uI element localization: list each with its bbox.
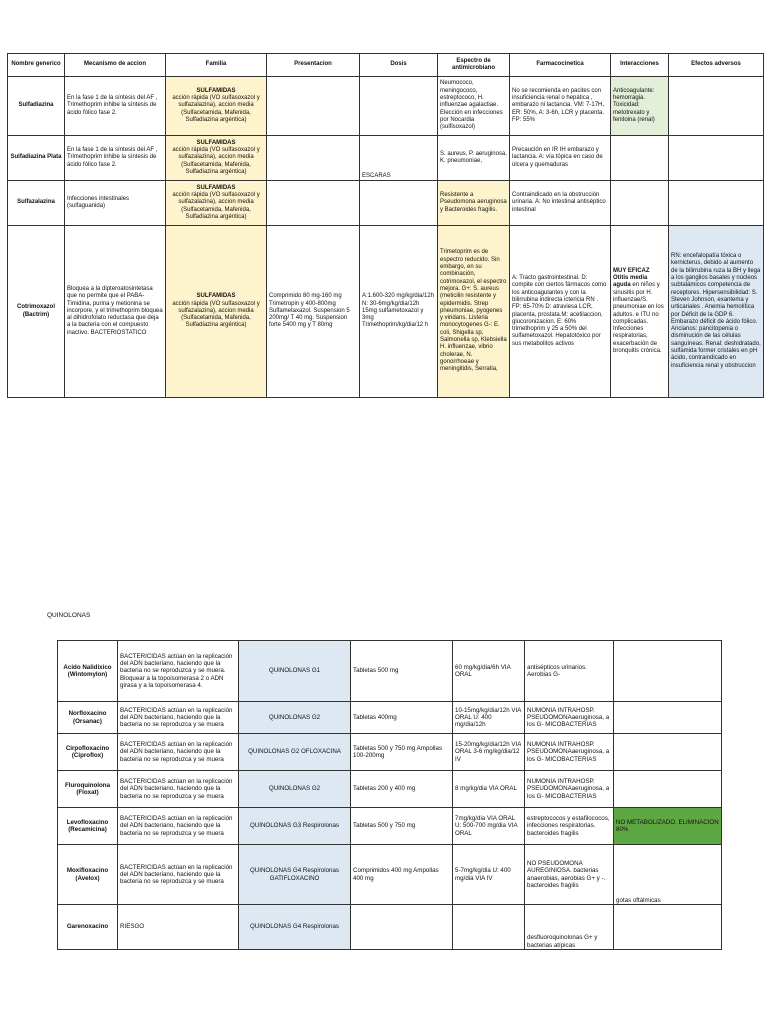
drug-name: Sulfadiazina Plata [8,136,65,181]
mechanism-cell: BACTERICIDAS actúan en la replicación del ADN bacteriano, haciendo que la bacteria no se reproduzca y se muera [118,845,239,905]
spectrum-cell: NUMONIA INTRAHOSP. PSEUDOMONAaeruginosa, a los G- MICOBACTERIAS [525,702,614,734]
presentation-cell: Tabletas 500 y 750 mg [351,808,453,845]
table-row [58,771,722,808]
mechanism-cell: BACTERICIDAS actúan en la replicación del ADN bacteriano, haciendo que la bacteria no se reproduzca y se muera [118,771,239,808]
table-row [58,845,722,905]
family-title: SULFAMIDAS [196,139,236,146]
pharmacokinetics-cell [614,641,722,702]
pharmacokinetics-cell [614,734,722,771]
quinolonas-table [57,640,722,950]
pharmacokinetics-cell [614,905,722,950]
family-cell: QUINOLONAS G2 OFLOXACINA [239,734,351,771]
family-cell [166,226,267,398]
table-row [58,905,722,950]
table-row [58,808,722,845]
adverse-effects-cell [669,77,764,136]
spectrum-cell: Resistente a Pseudomona aeruginosa y Bacteroides fragilis. [438,181,510,226]
family-detail: acción rápida (VO sulfasoxazol y sulfazalazina), accion media (Sulfacetamida, Mafenida, Sulfadiazina argéntica) [172,300,260,329]
header-cell: Farmacocinetica [510,54,611,77]
dose-cell: ESCARAS [360,136,438,181]
presentation-cell: Comprimido 80 mg-160 mg Trimetropin y 400-800mg Sulfametaxazol. Suspension 5 200mg/ T 40 mg. Suspension forte 5400 mg y T 80mg [267,226,360,398]
pharmacokinetics-cell [614,771,722,808]
drug-name: Norfloxacino (Orsanac) [58,702,118,734]
dose-cell: 60 mg/kg/dia/6h VIA ORAL [453,641,525,702]
spectrum-cell: NUMONIA INTRAHOSP. PSEUDOMONAaeruginosa, a los G- MICOBACTERIAS [525,734,614,771]
mechanism-cell: Infecciones intestinales (sulfaguanida) [65,181,166,226]
mechanism-cell: RIESGO [118,905,239,950]
table-row [58,641,722,702]
pharmacokinetics-cell: Precaución en IR IH embarazo y lactancia. A: vía tópica en caso de úlcera y quemaduras [510,136,611,181]
family-cell: QUINOLONAS G4 Respirolonas [239,905,351,950]
family-cell: QUINOLONAS G2 [239,702,351,734]
drug-name: Fluroquinolona (Floxat) [58,771,118,808]
interactions-cell [611,181,669,226]
pharmacokinetics-cell [614,702,722,734]
sulfamidas-table [7,53,764,398]
pharmacokinetics-cell: gotas oftálmicas [614,845,722,905]
family-cell [166,136,267,181]
interactions-cell [611,136,669,181]
dose-cell [360,181,438,226]
table-row [8,181,764,226]
presentation-cell: Tabletas 500 mg [351,641,453,702]
dose-cell: 15-20mg/kg/dia/12h VIA ORAL 3-6 mg/kg/dia/12 IV [453,734,525,771]
family-cell: QUINOLONAS G3 Respirolonas [239,808,351,845]
family-detail: acción rápida (VO sulfasoxazol y sulfazalazina), accion media (Sulfacetamida, Mafenida, Sulfadiazina argéntica) [172,95,260,123]
family-cell: QUINOLONAS G4 Respirolonas GATIFLOXACINO [239,845,351,905]
drug-name: Cirpofloxacino (Ciproflox) [58,734,118,771]
table-row [8,226,764,398]
presentation-cell: Tabletas 500 y 750 mg Ampollas 100-200mg [351,734,453,771]
drug-name: Sulfadiazina [8,77,65,136]
family-detail: acción rápida (VO sulfasoxazol y sulfazalazina), accion media (Sulfacetamida, Mafenida, Sulfadiazina argéntica) [172,147,260,175]
family-title: SULFAMIDAS [196,293,236,300]
mechanism-cell: BACTERICIDAS actúan en la replicación del ADN bacteriano, haciendo que la bacteria no se reproduzca y se muera. Bloquear a la topoisomerasa 2 o ADN girasa y a la topoisomerasa 4. [118,641,239,702]
header-cell: Efectos adversos [669,54,764,77]
interactions-text: en niños y sinusitis por H. influenzae/S. pneumoniae en los adultos. e ITU no complicadas. Infecciones respiratorias, exacerbación de bronquitis crónica. [613,282,664,354]
adverse-effects-cell: RN: encefalopatía tóxica o kernicterus, debido al aumento de la bilirrubina ruza la BH y llega a los ganglios basales y núcleos subtalámicos competencia de receptores. Hipersensibilidad: S. Steven Johnson, exantema y urticariales . Anemia hemolítica por Déficit de la GDP 6. Embarazo déficit de ácido fólico. Ancianos: pancitopenia o disminución de las células sanguíneas. Renal: deshidratado, sulfamida former cristales en pH ácido, contraindicado en insuficiencia renal y obstruccion [669,226,764,398]
family-cell [166,181,267,226]
table-header-row [8,54,764,77]
presentation-cell: Comprimidos 400 mg Ampollas 400 mg [351,845,453,905]
mechanism-cell: En la fase 1 de la síntesis del AF , Trimethoprim inhibe la síntesis de ácido fólico fase 2. [65,136,166,181]
interactions-cell: Anticoagulante: hemorragia. Toxicidad: metotrexato y fenitoina (renal) [611,77,669,136]
family-cell: QUINOLONAS G2 [239,771,351,808]
drug-name: Moxifloxacino (Avelox) [58,845,118,905]
section-label-quinolonas: QUINOLONAS [47,612,91,619]
family-detail: acción rápida (VO sulfasoxazol y sulfazalazina), accion media (Sulfacetamida, Mafenida, Sulfadiazina argéntica) [172,192,260,220]
family-title: SULFAMIDAS [196,87,236,94]
family-title: SULFAMIDAS [196,184,236,191]
header-cell: Mecanismo de accion [65,54,166,77]
spectrum-cell: antisépticos urinarios. Aerobias G- [525,641,614,702]
table-row [8,77,764,136]
dose-cell: 5-7mg/kg/dia U: 400 mg/dia VIA IV [453,845,525,905]
presentation-cell [267,181,360,226]
presentation-cell: Tabletas 400mg [351,702,453,734]
drug-name: Acido Nalidixico (Wintomylon) [58,641,118,702]
header-cell: Dosis [360,54,438,77]
pharmacokinetics-cell: A: Tracto gastrointestinal. D: compite con ciertos fármacos como los anticoagulantes y con la bilirrubina indirecta ictericia RN . FP: 65-70% D: atraviesa LCR, placenta, prostata.M: acetilaccion, glucoronizacion. E: 60% trimethoprim y 25 a 50% del sulfametoxazol. Hepatotóxico por sus metabolitos activos [510,226,611,398]
mechanism-cell: En la fase 1 de la síntesis del AF , Trimethoprim inhibe la síntesis de ácido fólico fase 2. [65,77,166,136]
interactions-cell [611,226,669,398]
spectrum-cell: NUMONIA INTRAHOSP. PSEUDOMONAaeruginosa, a los G- MICOBACTERIAS [525,771,614,808]
drug-name: Levofloxacino (Recamicina) [58,808,118,845]
dose-cell: 7mg/kg/dia VIA ORAL U: 500-700 mg/dia VIA ORAL [453,808,525,845]
dose-cell: 10-15mg/kg/dia/12h VIA ORAL U: 400 mg/dia/12h [453,702,525,734]
dose-cell [453,905,525,950]
header-cell: Interacciones [611,54,669,77]
adverse-effects-cell [669,181,764,226]
pharmacokinetics-cell: No se recomienda en pacites con insuficiencia renal o hepática , embarazo ni lactancia. VM: 7-17H, ER: 50%, A: 3-6h, LCR y placenta. FP: 55% [510,77,611,136]
pharmacokinetics-cell: NO METABOLIZADO. ELIMINACION 80% [614,808,722,845]
drug-name: Sulfazalazina [8,181,65,226]
dose-cell [360,77,438,136]
drug-name: Garenoxacino [58,905,118,950]
header-cell: Presentacion [267,54,360,77]
spectrum-cell: Neumococo, meningococo, estreptococo, H. influenzae agalactiae. Elección en infecciones por Nocardia (sulfisoxazol) [438,77,510,136]
mechanism-cell: BACTERICIDAS actúan en la replicación del ADN bacteriano, haciendo que la bacteria no se reproduzca y se muera [118,808,239,845]
adverse-effects-cell [669,136,764,181]
presentation-cell [267,77,360,136]
dose-cell: 8 mg/kg/dia VIA ORAL [453,771,525,808]
mechanism-cell: BACTERICIDAS actúan en la replicación del ADN bacteriano, haciendo que la bacteria no se reproduzca y se muera [118,702,239,734]
table-row [58,734,722,771]
spectrum-cell: estreptococos y estafilococos, infecciones respiratorias. bacteroides fragilis [525,808,614,845]
mechanism-cell: BACTERICIDAS actúan en la replicación del ADN bacteriano, haciendo que la bacteria no se reproduzca y se muera [118,734,239,771]
spectrum-cell: S. aureus, P. aeruginosa, K. pneumoniae, [438,136,510,181]
spectrum-cell: desfluoroquinolonas G+ y bacterias atípicas [525,905,614,950]
presentation-cell: Tabletas 200 y 400 mg [351,771,453,808]
header-cell: Nombre generico [8,54,65,77]
table-row [8,136,764,181]
family-cell: QUINOLONAS G1 [239,641,351,702]
spectrum-cell: Trimetoprim es de espectro reducido. Sin embargo, en su combinación, cotrimoxazol, el espectro mejora. G+: S. aureus (meticilin resistente y epidermidis. Strep pneumoniae, pyogenes y viridans. Listeria monocytogenes G-: E. coli, Shigella sp, Salmonella sp, Klebsiella H. influenzae, vibrio cholerae, N. gonorrhoeae y meningitidis, Serratia, [438,226,510,398]
table-row [58,702,722,734]
pharmacokinetics-cell: Contraindicado en la obstrucción urinaria. A: No intestinal antiséptico intestinal [510,181,611,226]
drug-name: Cotrimoxazol (Bactrim) [8,226,65,398]
presentation-cell [267,136,360,181]
dose-cell: A:1.600-320 mg/kg/dia/12h N: 30-6mg/kg/dia/12h 15mg sulfametoxazol y 3mg Trimethoprim/kg/dia/12 h [360,226,438,398]
header-cell: Espectro de antimicrobiano [438,54,510,77]
header-cell: Familia [166,54,267,77]
mechanism-cell: Bloquea a la dipteroatosintetasa que no permite que el PABA-Timidina, purina y metionina se incorpore, y el trimethoprim bloquea al dihidrofolato reductasa que deja a la bacteria con el compuesto inactivo. BACTERIOSTATICO [65,226,166,398]
spectrum-cell: NO PSEUDOMONA AUREGINIOSA. bacterias anaerobias, aerobias G+ y -. bacteroides fragilis [525,845,614,905]
family-cell [166,77,267,136]
interactions-highlight: MUY EFICAZ Otitis media aguda [613,267,650,289]
presentation-cell [351,905,453,950]
